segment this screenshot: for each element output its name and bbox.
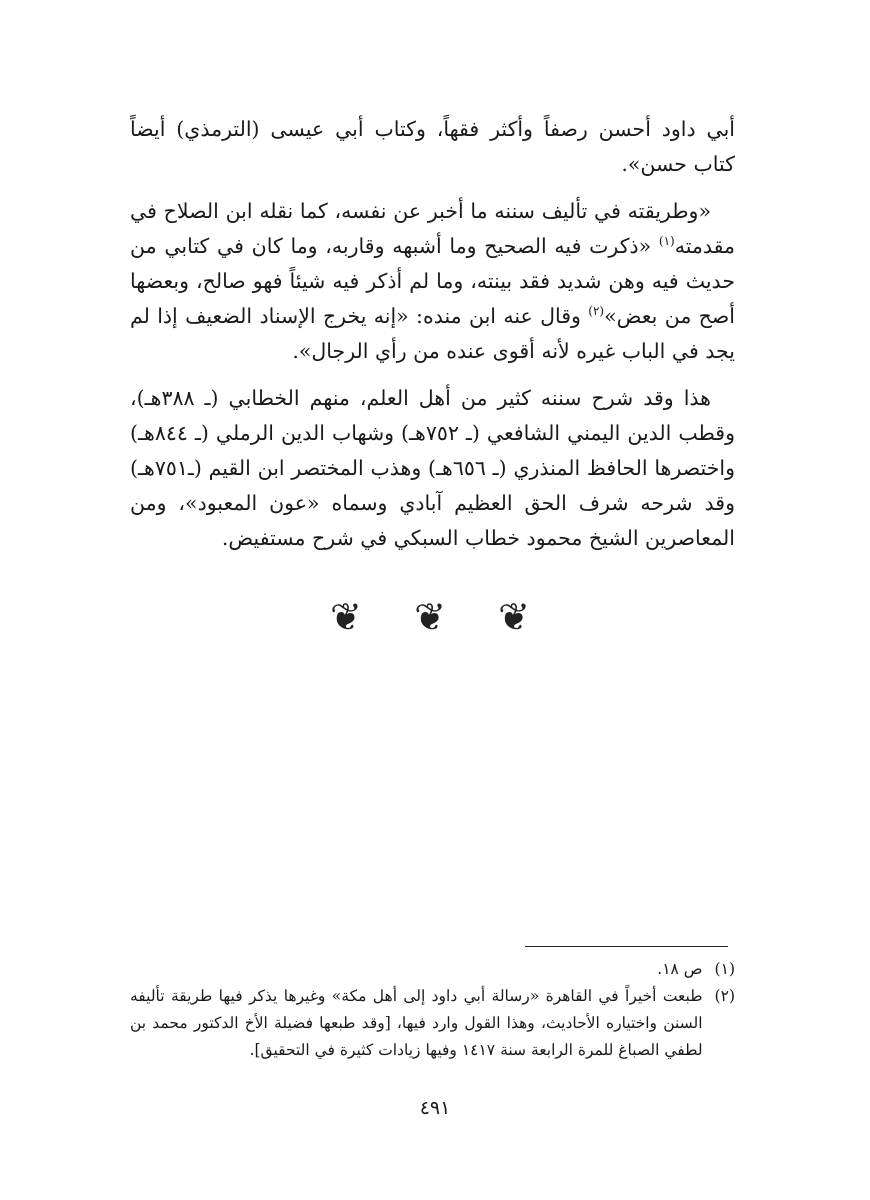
footnote-2-number: (٢)	[714, 987, 735, 1005]
paragraph-2-text-c: وقال عنه ابن منده: «إنه يخرج الإسناد الضعيف إذا لم يجد في الباب غيره لأنه أقوى عنده من رأي الرجال».	[130, 304, 735, 363]
footnote-2	[130, 983, 735, 1064]
footnotes	[130, 956, 735, 1064]
paragraph-2-text-b: «ذكرت فيه الصحيح وما أشبهه وقاربه، وما كان في كتابي من حديث فيه وهن شديد فقد بينته، وما لم أذكر فيه شيئاً فهو صالح، وبعضها أصح من بعض»	[130, 234, 735, 328]
floral-ornament-icon: ❦	[498, 595, 530, 639]
floral-ornament-icon: ❦	[414, 595, 446, 639]
footnote-separator	[525, 946, 728, 947]
footnote-2-text: طبعت أخيراً في القاهرة «رسالة أبي داود إلى أهل مكة» وغيرها يذكر فيها طريقة تأليفه السنن واختياره الأحاديث، وهذا القول وارد فيها، [وقد طبعها فضيلة الأخ الدكتور محمد بن لطفي الصباغ للمرة الرابعة سنة ١٤١٧ وفيها زيادات كثيرة في التحقيق].	[130, 987, 703, 1059]
footnote-1-text: ص ١٨.	[657, 960, 703, 978]
paragraph-2-text-a: «وطريقته في تأليف سننه ما أخبر عن نفسه، كما نقله ابن الصلاح في مقدمته	[130, 199, 735, 258]
main-text	[130, 112, 735, 568]
paragraph-1-text: أبي داود أحسن رصفاً وأكثر فقهاً، وكتاب أبي عيسى (الترمذي) أيضاً كتاب حسن».	[130, 117, 735, 176]
footnote-1	[130, 956, 735, 983]
page-number: ٤٩١	[419, 1097, 451, 1119]
paragraph-1	[130, 112, 735, 182]
paragraph-3	[130, 381, 735, 556]
paragraph-3-text: هذا وقد شرح سننه كثير من أهل العلم، منهم الخطابي (ـ ٣٨٨هـ)، وقطب الدين اليمني الشافعي (ـ ٧٥٢هـ) وشهاب الدين الرملي (ـ ٨٤٤هـ) واختصرها الحافظ المنذري (ـ ٦٥٦هـ) وهذب المختصر ابن القيم (ـ٧٥١هـ) وقد شرحه شرف الحق العظيم آبادي وسماه «عون المعبود»، ومن المعاصرين الشيخ محمود خطاب السبكي في شرح مستفيض.	[130, 386, 736, 550]
footnote-ref-2[interactable]: (٢)	[588, 304, 605, 319]
section-divider-ornaments	[330, 592, 530, 642]
paragraph-2	[130, 194, 735, 369]
floral-ornament-icon: ❦	[330, 595, 362, 639]
footnote-ref-1[interactable]: (١)	[658, 234, 675, 249]
footnote-1-number: (١)	[714, 960, 735, 978]
